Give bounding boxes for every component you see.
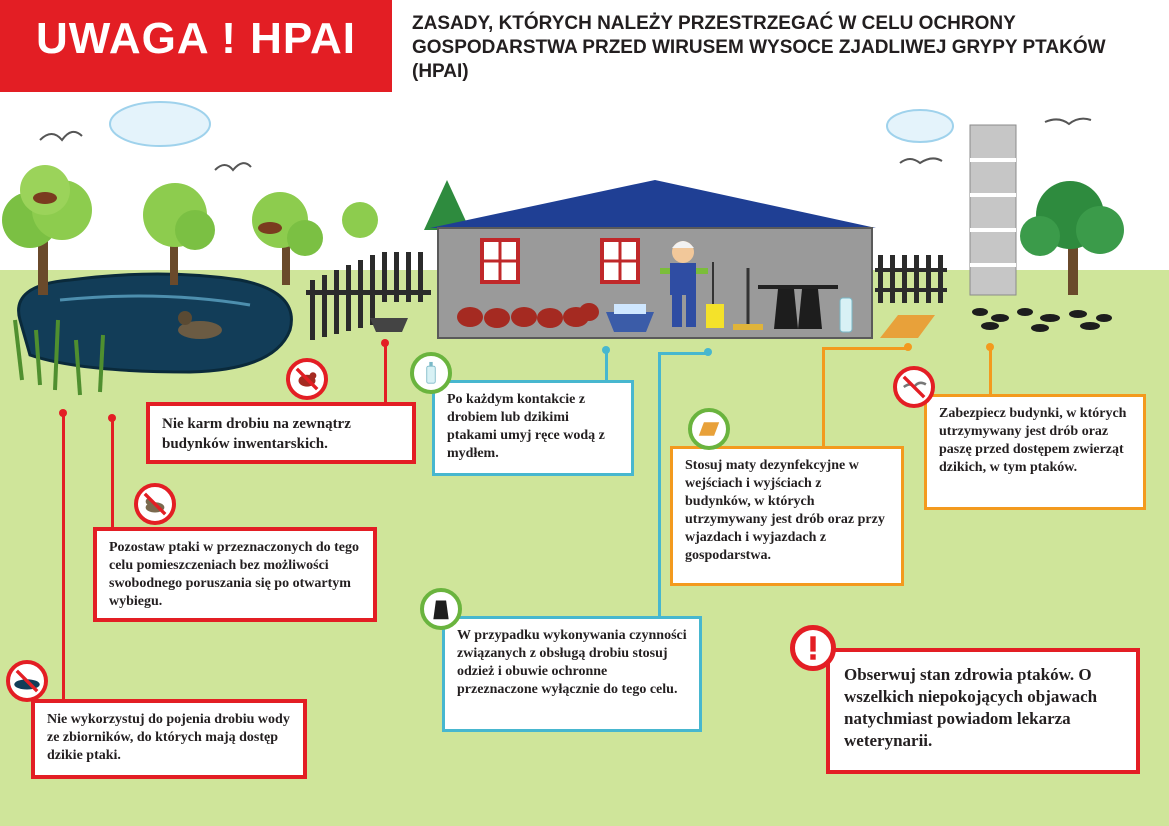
rule-disinfection-mats xyxy=(670,446,904,586)
silo xyxy=(970,125,1016,295)
warning-exclamation-icon xyxy=(790,625,836,671)
warning-banner xyxy=(0,0,392,92)
crossed-duck-icon xyxy=(134,483,176,525)
rule-text: Nie karm drobiu na zewnątrz budynków inwentarskich. xyxy=(162,416,351,452)
fence-right xyxy=(875,255,947,303)
farm-illustration xyxy=(0,92,1169,412)
rule-text: Stosuj maty dezynfekcyjne w wejściach i wyjściach z budynków, w których utrzymywany jest drób oraz przy wjazdach i wyjazdach z gospodarstwa. xyxy=(685,458,885,563)
rule-water-source xyxy=(31,699,307,779)
connector-line xyxy=(62,415,65,715)
rule-keep-indoors xyxy=(93,527,377,622)
cloud-icon xyxy=(110,102,953,146)
connector-line xyxy=(658,353,661,618)
connector-line xyxy=(822,348,825,446)
rule-secure-buildings xyxy=(924,394,1146,510)
crossed-chicken-icon xyxy=(286,358,328,400)
mat-icon xyxy=(688,408,730,450)
rule-text: Pozostaw ptaki w przeznaczonych do tego celu pomieszczeniach bez możliwości swobodnego poruszania się po otwartym wybiegu. xyxy=(109,540,360,609)
page-title: ZASADY, KTÓRYCH NALEŻY PRZESTRZEGAĆ W CELU OCHRONY GOSPODARSTWA PRZED WIRUSEM WYSOCE ZJADLIWEJ GRYPY PTAKÓW (HPAI) xyxy=(412,13,1106,82)
rule-text: Obserwuj stan zdrowia ptaków. O wszelkich niepokojących objawach natychmiast powiadom lekarza weterynarii. xyxy=(844,665,1098,750)
rule-text: Nie wykorzystuj do pojenia drobiu wody ze zbiorników, do których mają dostęp dzikie ptaki. xyxy=(47,712,290,763)
connector-line xyxy=(989,350,992,396)
connector-line xyxy=(384,345,387,405)
soap-bottle xyxy=(840,298,852,332)
rule-observe-health xyxy=(826,648,1140,774)
connector-dot xyxy=(986,343,994,351)
rule-text: Zabezpiecz budynki, w których utrzymywany jest drób oraz paszę przed dostępem zwierząt dzikich, w tym ptaków. xyxy=(939,406,1127,475)
connector-line xyxy=(111,420,114,530)
connector-dot xyxy=(381,339,389,347)
connector-dot xyxy=(704,348,712,356)
tree-right xyxy=(1020,181,1124,295)
connector-line xyxy=(822,347,908,350)
rule-text: Po każdym kontakcie z drobiem lub dzikimi ptakami umyj ręce wodą z mydłem. xyxy=(447,392,605,461)
apron-icon xyxy=(420,588,462,630)
rule-protective-clothing xyxy=(442,616,702,732)
soap-bottle-icon xyxy=(410,352,452,394)
stone-path xyxy=(972,308,1112,332)
connector-dot xyxy=(108,414,116,422)
connector-dot xyxy=(602,346,610,354)
rule-feed-indoors xyxy=(146,402,416,464)
rule-wash-hands xyxy=(432,380,634,476)
connector-line xyxy=(658,352,708,355)
connector-dot xyxy=(59,409,67,417)
fence-left xyxy=(306,252,431,340)
banner-title: UWAGA ! HPAI xyxy=(36,14,356,63)
connector-line xyxy=(605,352,608,380)
rule-text: W przypadku wykonywania czynności związanych z obsługą drobiu stosuj odzież i obuwie ochronne przeznaczone wyłącznie do tego celu. xyxy=(457,628,687,697)
connector-dot xyxy=(904,343,912,351)
disinfection-mat xyxy=(880,315,935,338)
crossed-water-icon xyxy=(6,660,48,702)
crossed-bird-icon xyxy=(893,366,935,408)
